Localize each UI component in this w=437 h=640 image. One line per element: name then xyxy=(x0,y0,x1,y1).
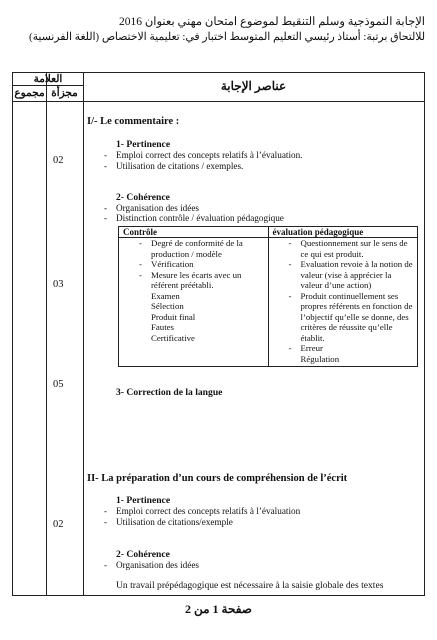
answer-elements-header: عناصر الإجابة xyxy=(220,79,287,93)
list-item: Fautes xyxy=(151,322,174,332)
prepedagogic-paragraph: Un travail prépédagogique est nécessaire à la saisie globale des textes xyxy=(116,580,384,591)
divider xyxy=(83,73,84,595)
list-item: Produit final xyxy=(151,311,196,322)
list-item: - Erreur xyxy=(301,343,414,354)
grade-column-header: العلامة xyxy=(33,74,63,85)
divider xyxy=(13,101,424,102)
pertinence-title: 1- Pertinence xyxy=(116,495,171,506)
pertinence-title: 1- Pertinence xyxy=(116,139,171,150)
list-item: - Emploi correct des concepts relatifs à l’évaluation. xyxy=(116,150,302,160)
evaluation-list xyxy=(273,238,414,366)
list-item: Examen xyxy=(151,290,180,301)
list-item: - Distinction contrôle / évaluation pédagogique xyxy=(116,213,284,223)
coherence-title: 2- Cohérence xyxy=(116,192,170,203)
evaluation-column-header: évaluation pédagogique xyxy=(268,227,418,238)
list-item: - Degré de conformité de la production / modèle xyxy=(151,238,264,259)
list-item: - Organisation des idées xyxy=(116,203,199,213)
list-item: - Questionnement sur le sens de ce qui est produit. xyxy=(301,238,414,259)
control-column-header: Contrôle xyxy=(119,227,269,238)
list-item: - Produit continuellement ses propres référents en fonction de l’objectif qu’elle se donne, des critères de réussite qu’elle établit. xyxy=(301,291,414,344)
section-preparation-title: II- La préparation d’un cours de compréhension de l’écrit xyxy=(87,473,348,484)
control-list xyxy=(123,238,264,345)
partial-grade-header: مجزأة xyxy=(51,88,78,99)
section-commentaire-title: I/- Le commentaire : xyxy=(87,116,180,127)
list-item: - Utilisation de citations/exemple xyxy=(116,517,233,527)
control-vs-evaluation-table xyxy=(118,226,418,367)
list-item: - Evaluation revoie à la notion de valeur (vise à apprécier la valeur d’une action) xyxy=(301,259,414,291)
answer-table xyxy=(12,72,425,596)
list-item: - Vérification xyxy=(151,259,264,270)
divider xyxy=(13,85,83,86)
langue-title: 3- Correction de la langue xyxy=(116,387,223,398)
list-item: Certificative xyxy=(151,332,195,343)
grade-pertinence-2: 02 xyxy=(53,519,64,530)
grade-langue: 05 xyxy=(53,379,64,390)
grade-pertinence-1: 02 xyxy=(53,155,64,166)
exam-header-line1: الإجابة النموذجية وسلم التنقيط لموضوع امتحان مهني بعنوان 2016 xyxy=(118,16,425,28)
exam-header-line2: للالتحاق برتبة: أستاذ رئيسي التعليم المتوسط اختبار في: تعليمية الاختصاص (اللغة الفرنسية) xyxy=(29,31,425,43)
page-number: صفحة 1 من 2 xyxy=(184,602,252,616)
list-item: - Organisation des idées xyxy=(116,560,199,570)
list-item: - Emploi correct des concepts relatifs à l’évaluation xyxy=(116,506,300,516)
total-grade-header: مجموع xyxy=(14,88,45,99)
grade-coherence-1: 03 xyxy=(53,279,64,290)
list-item: - Utilisation de citations / exemples. xyxy=(116,161,243,171)
list-item: Régulation xyxy=(300,353,340,364)
coherence-title: 2- Cohérence xyxy=(116,549,170,560)
list-item: - Mesure les écarts avec un référent préétabli. xyxy=(151,270,264,291)
divider xyxy=(46,73,47,595)
list-item: Sélection xyxy=(151,301,184,311)
